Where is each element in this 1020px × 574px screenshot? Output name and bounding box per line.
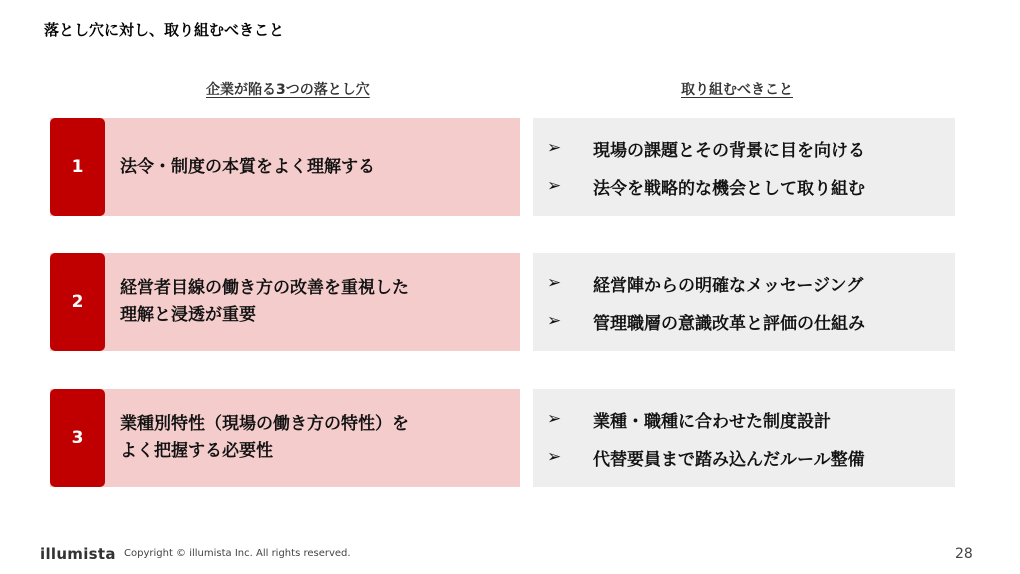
arrow-bullet-icon: ➢ (547, 409, 562, 429)
arrow-bullet-icon: ➢ (547, 311, 562, 331)
arrow-bullet-icon: ➢ (547, 447, 562, 467)
action-text: 業種・職種に合わせた制度設計 (593, 411, 831, 432)
action-box (533, 118, 955, 216)
copyright-text: Copyright © illumista Inc. All rights reserved. (124, 548, 351, 559)
pitfall-line: 業種別特性（現場の働き方の特性）を (120, 414, 409, 434)
pitfall-number-badge: 2 (50, 253, 105, 351)
pitfall-text (120, 389, 510, 487)
pitfall-text (120, 118, 510, 216)
pitfall-line: よく把握する必要性 (120, 441, 273, 461)
pitfall-line: 法令・制度の本質をよく理解する (120, 156, 375, 177)
action-text: 管理職層の意識改革と評価の仕組み (593, 313, 865, 334)
pitfall-row-2 (50, 253, 955, 351)
action-item (533, 400, 955, 438)
action-box (533, 253, 955, 351)
action-item (533, 302, 955, 340)
action-item (533, 438, 955, 476)
slide-title: 落とし穴に対し、取り組むべきこと (44, 21, 285, 39)
action-text: 代替要員まで踏み込んだルール整備 (593, 449, 865, 470)
column-header-pitfalls: 企業が陥る3つの落とし穴 (206, 82, 370, 98)
pitfall-box (50, 253, 520, 351)
arrow-bullet-icon: ➢ (547, 273, 562, 293)
pitfall-row-1 (50, 118, 955, 216)
action-item (533, 129, 955, 167)
action-item (533, 264, 955, 302)
action-text: 現場の課題とその背景に目を向ける (593, 140, 865, 161)
action-box (533, 389, 955, 487)
pitfall-number-badge: 1 (50, 118, 105, 216)
action-text: 経営陣からの明確なメッセージング (593, 275, 864, 296)
action-text: 法令を戦略的な機会として取り組む (593, 178, 865, 199)
pitfall-box (50, 118, 520, 216)
pitfall-row-3 (50, 389, 955, 487)
pitfall-line: 理解と浸透が重要 (120, 305, 256, 325)
pitfall-number-badge: 3 (50, 389, 105, 487)
pitfall-box (50, 389, 520, 487)
page-number: 28 (955, 546, 973, 562)
pitfall-line: 経営者目線の働き方の改善を重視した (120, 278, 409, 298)
footer-logo: illumista (40, 545, 116, 563)
action-item (533, 167, 955, 205)
pitfall-text (120, 253, 510, 351)
arrow-bullet-icon: ➢ (547, 176, 562, 196)
column-header-actions: 取り組むべきこと (681, 82, 793, 98)
arrow-bullet-icon: ➢ (547, 138, 562, 158)
